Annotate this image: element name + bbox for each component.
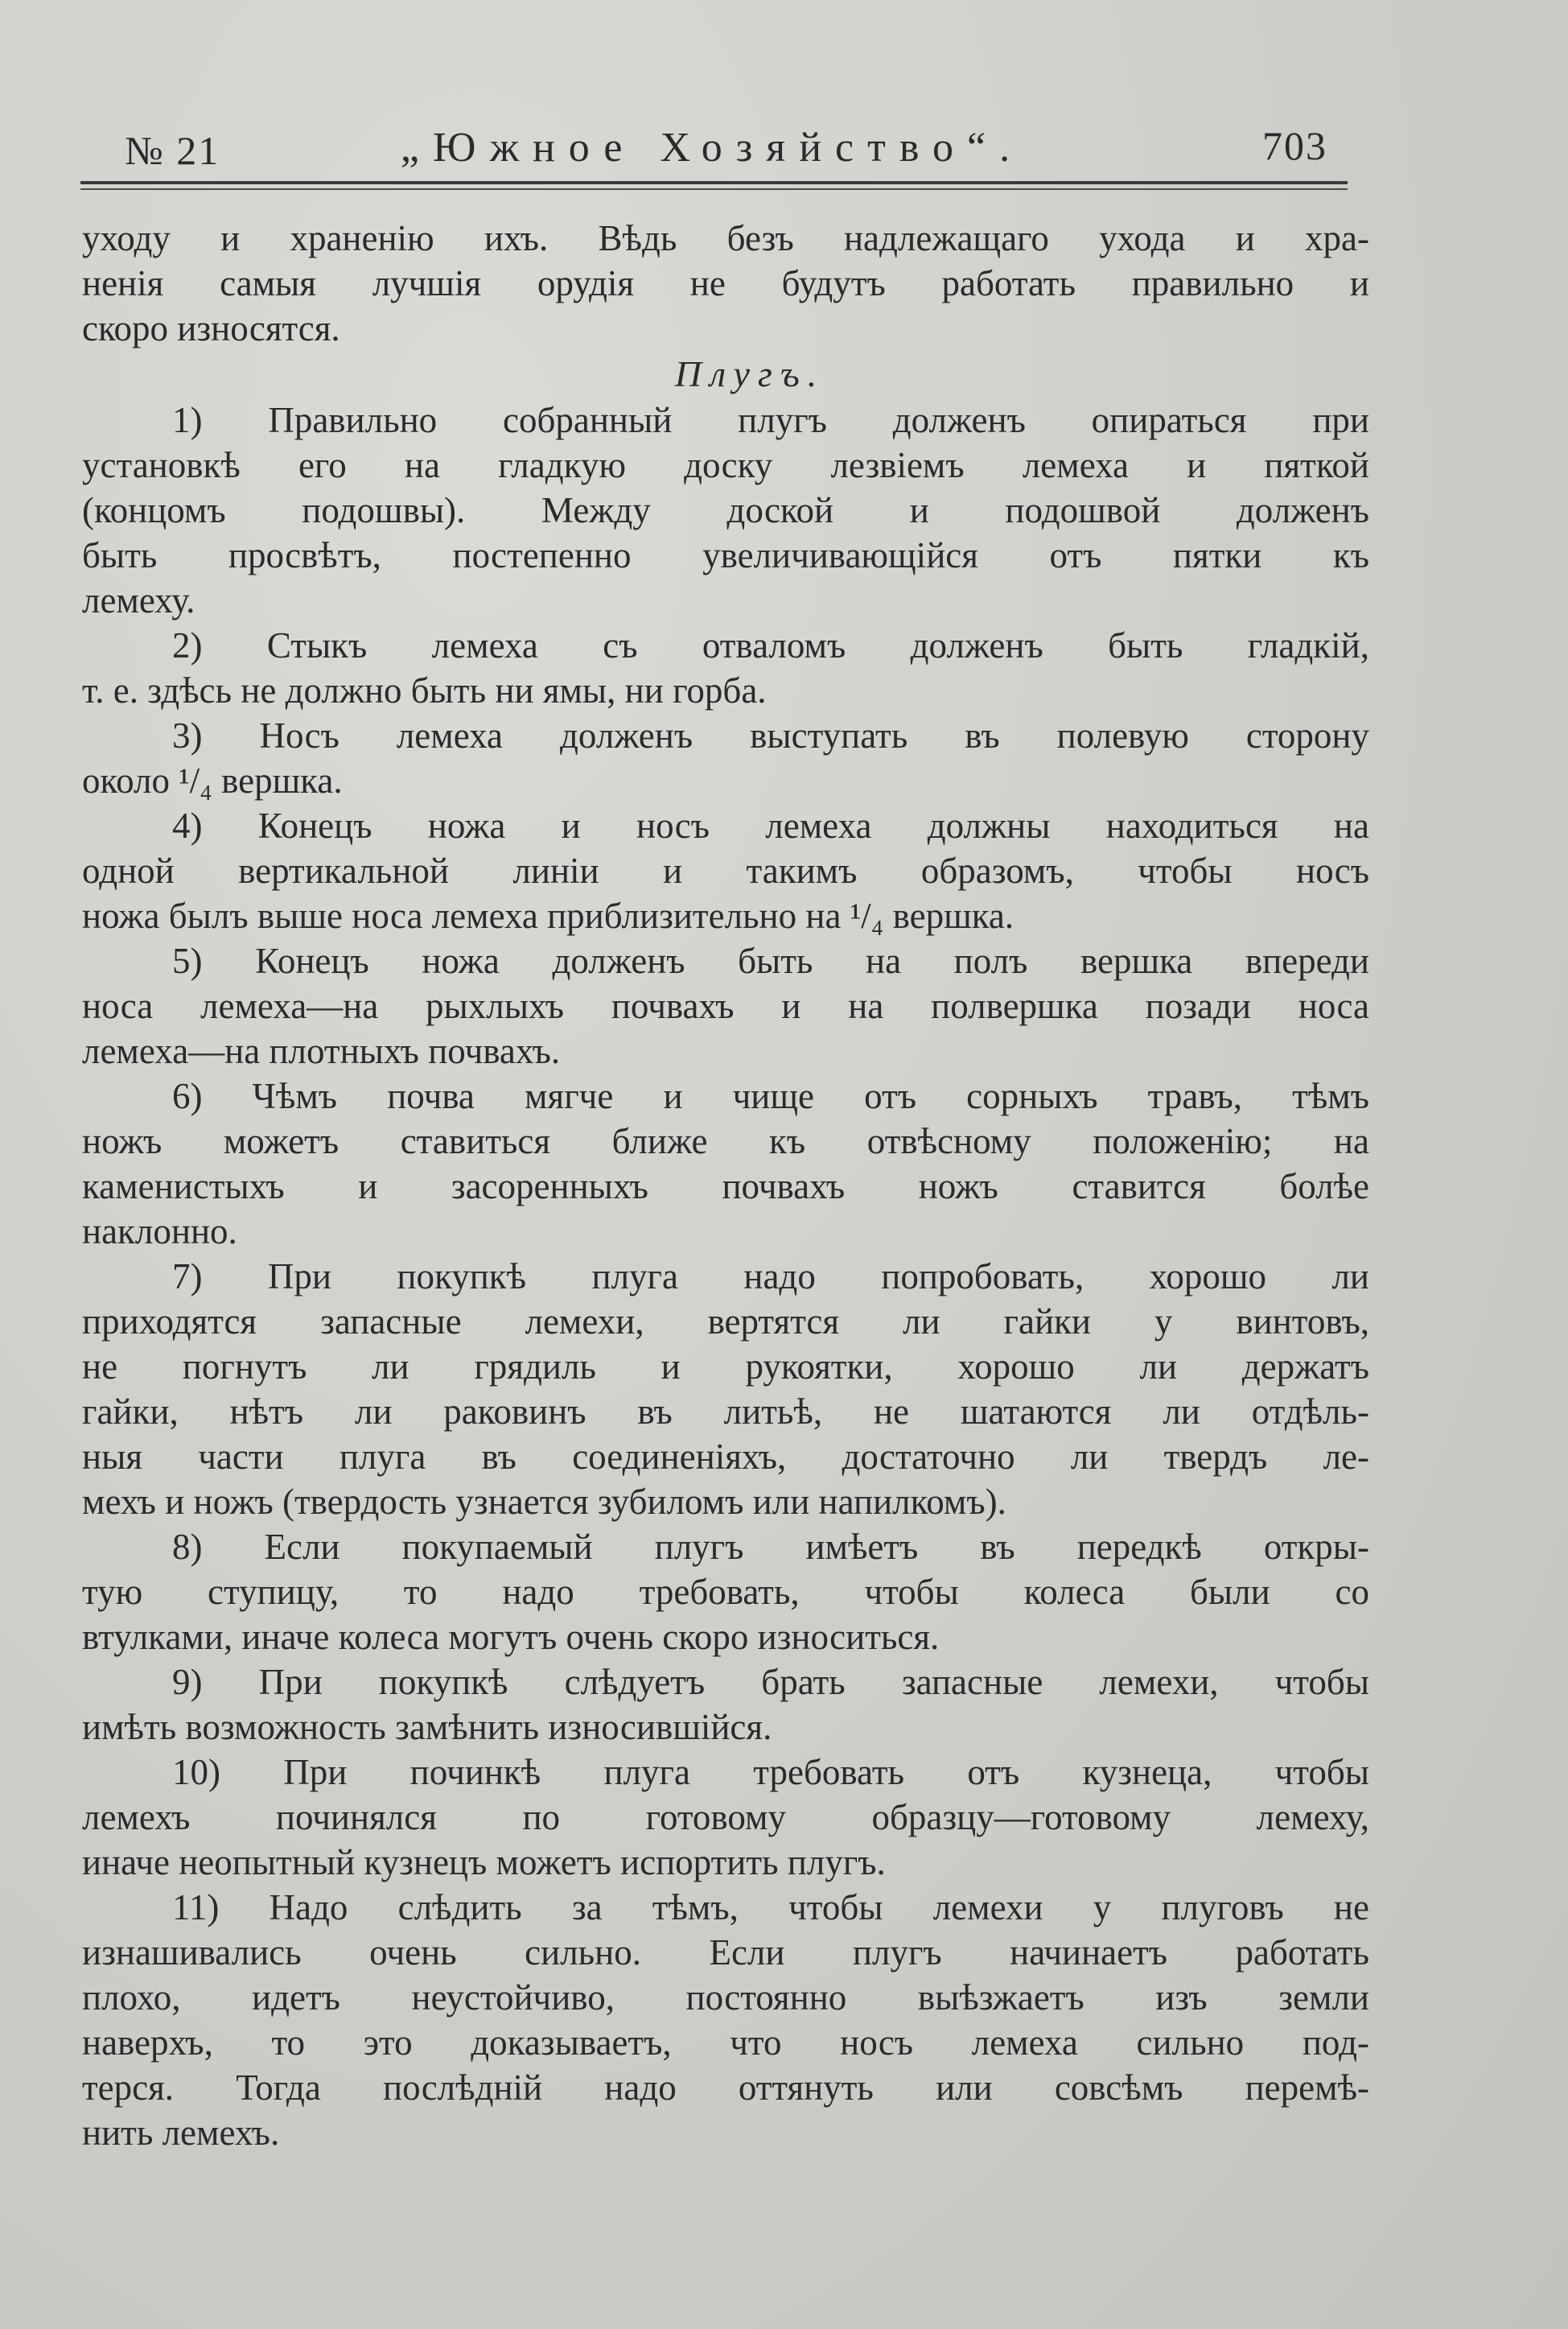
numbered-paragraphs	[82, 398, 1369, 2155]
text-line: не погнутъ ли грядиль и рукоятки, хорошо ли держатъ	[82, 1346, 1369, 1387]
text-line: установкѣ его на гладкую доску лезвіемъ лемеха и пяткой	[82, 445, 1369, 485]
text-line: носа лемеха—на рыхлыхъ почвахъ и на полвершка позади носа	[82, 986, 1369, 1026]
text-line: около ¹/₄ вершка.	[82, 761, 343, 801]
text-line: плохо, идетъ неустойчиво, постоянно выѣзжаетъ изъ земли	[82, 1977, 1369, 2018]
text-line: лемеху.	[82, 580, 195, 620]
paragraph-item-7	[82, 1254, 1369, 1524]
text-line: уходу и храненію ихъ. Вѣдь безъ надлежащаго ухода и хра-	[82, 218, 1369, 258]
text-line: нить лемехъ.	[82, 2113, 280, 2153]
text-line: тую ступицу, то надо требовать, чтобы колеса были со	[82, 1572, 1369, 1612]
paragraph-item-8	[82, 1524, 1369, 1659]
paragraph-item-3	[82, 713, 1369, 803]
text-line: 1) Правильно собранный плугъ долженъ опираться при	[172, 400, 1369, 440]
text-line: втулками, иначе колеса могутъ очень скоро износиться.	[82, 1617, 940, 1657]
page-number: 703	[1262, 123, 1327, 168]
paragraph-item-11	[82, 1885, 1369, 2155]
text-line: 3) Носъ лемеха долженъ выступать въ полевую сторону	[172, 715, 1369, 756]
text-line: 9) При покупкѣ слѣдуетъ брать запасные лемехи, чтобы	[172, 1662, 1369, 1702]
paragraph-item-10	[82, 1750, 1369, 1885]
header-rule-thin	[80, 188, 1348, 190]
text-line: каменистыхъ и засоренныхъ почвахъ ножъ ставится болѣе	[82, 1166, 1369, 1206]
text-line: лемехъ починялся по готовому образцу—готовому лемеху,	[82, 1797, 1369, 1837]
text-line: наверхъ, то это доказываетъ, что носъ лемеха сильно под-	[82, 2022, 1369, 2063]
text-line: мехъ и ножъ (твердость узнается зубиломъ или напилкомъ).	[82, 1482, 1006, 1522]
text-line: 4) Конецъ ножа и носъ лемеха должны находиться на	[172, 806, 1369, 846]
intro-paragraph	[82, 216, 1369, 351]
text-line: 2) Стыкъ лемеха съ отваломъ долженъ быть гладкій,	[172, 625, 1369, 666]
text-line: скоро износятся.	[82, 308, 340, 348]
text-line: гайки, нѣтъ ли раковинъ въ литьѣ, не шатаются ли отдѣль-	[82, 1391, 1369, 1432]
paragraph-item-6	[82, 1074, 1369, 1254]
text-line: т. е. здѣсь не должно быть ни ямы, ни горба.	[82, 670, 767, 711]
text-line: наклонно.	[82, 1211, 237, 1251]
paragraph-item-1	[82, 398, 1369, 623]
text-line: 7) При покупкѣ плуга надо попробовать, хорошо ли	[172, 1256, 1369, 1296]
text-line: изнашивались очень сильно. Если плугъ начинаетъ работать	[82, 1932, 1369, 1972]
paragraph-item-2	[82, 623, 1369, 713]
section-title: Плугъ.	[674, 353, 825, 394]
text-line: имѣть возможность замѣнить износившійся.	[82, 1707, 772, 1747]
text-line: одной вертикальной линіи и такимъ образомъ, чтобы носъ	[82, 851, 1369, 891]
header-rule-thick	[80, 181, 1348, 184]
text-line: 11) Надо слѣдить за тѣмъ, чтобы лемехи у плуговъ не	[172, 1887, 1369, 1927]
paragraph-item-5	[82, 938, 1369, 1074]
text-line: ножа былъ выше носа лемеха приблизительно на ¹/₄ вершка.	[82, 896, 1014, 936]
text-line: приходятся запасные лемехи, вертятся ли гайки у винтовъ,	[82, 1301, 1369, 1342]
issue-number: № 21	[125, 128, 220, 173]
text-line: лемеха—на плотныхъ почвахъ.	[82, 1031, 561, 1071]
text-line: 5) Конецъ ножа долженъ быть на полъ вершка впереди	[172, 941, 1369, 981]
paragraph-item-9	[82, 1659, 1369, 1750]
article-body	[82, 216, 1369, 2155]
text-line: (концомъ подошвы). Между доской и подошвой долженъ	[82, 490, 1369, 530]
text-line: иначе неопытный кузнецъ можетъ испортить плугъ.	[82, 1842, 886, 1882]
paragraph-item-4	[82, 803, 1369, 938]
journal-title: „Южное Хозяйство“.	[400, 125, 1024, 171]
text-line: 6) Чѣмъ почва мягче и чище отъ сорныхъ травъ, тѣмъ	[172, 1076, 1369, 1116]
text-line: ныя части плуга въ соединеніяхъ, достаточно ли твердъ ле-	[82, 1437, 1369, 1477]
text-line: ненія самыя лучшія орудія не будутъ работать правильно и	[82, 263, 1369, 303]
running-header	[80, 119, 1344, 175]
text-line: 8) Если покупаемый плугъ имѣетъ въ передкѣ откры-	[172, 1527, 1369, 1567]
text-line: 10) При починкѣ плуга требовать отъ кузнеца, чтобы	[172, 1752, 1369, 1792]
text-line: ножъ можетъ ставиться ближе къ отвѣсному положенію; на	[82, 1121, 1369, 1161]
text-line: быть просвѣтъ, постепенно увеличивающійся отъ пятки къ	[82, 535, 1369, 575]
text-line: терся. Тогда послѣдній надо оттянуть или совсѣмъ перемѣ-	[82, 2067, 1369, 2108]
